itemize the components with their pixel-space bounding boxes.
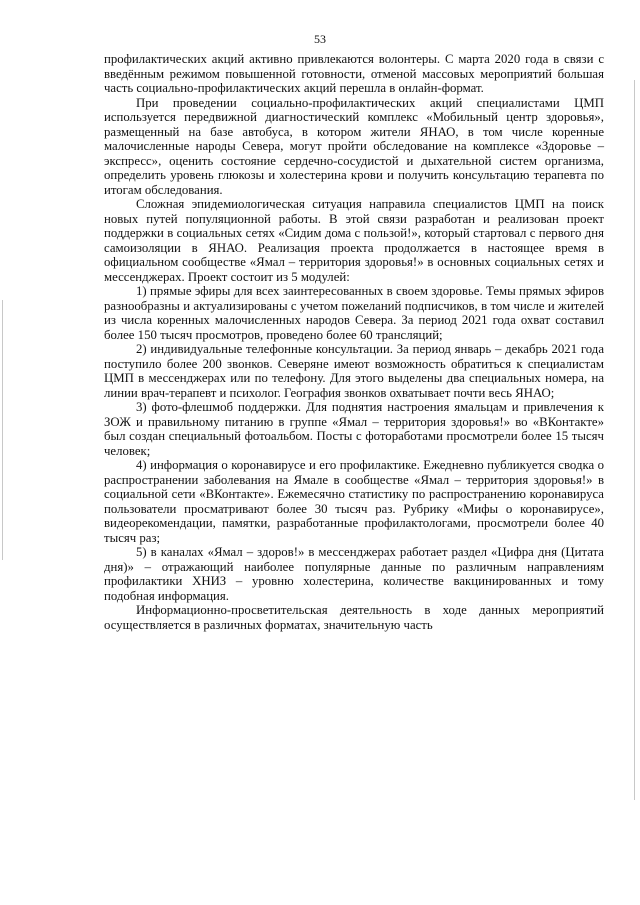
document-body xyxy=(104,52,604,632)
scan-edge-right xyxy=(634,80,635,800)
scan-edge-left xyxy=(2,300,3,560)
list-item-photo-flashmob: 3) фото-флешмоб поддержки. Для поднятия настроения ямальцам и привлечения к ЗОЖ и правильному питанию в группе «Ямал – территория здоровья!» во «ВКонтакте» был создан специальный фотоальбом. Посты с фотоработами просмотрели более 15 тысяч человек; xyxy=(104,400,604,458)
list-item-figure-of-the-day: 5) в каналах «Ямал – здоров!» в мессенджерах работает раздел «Цифра дня (Цитата дня)» – отражающий наиболее популярные данные по различным направлениям профилактики ХНИЗ – уровню холестерина, количестве вакцинированных и тому подобная информация. xyxy=(104,545,604,603)
page-number: 53 xyxy=(314,32,326,46)
paragraph-social-network-project: Сложная эпидемиологическая ситуация направила специалистов ЦМП на поиск новых путей популяционной работы. В этой связи разработан и реализован проект поддержки в социальных сетях «Сидим дома с пользой!», который стартовал с первого дня самоизоляции в ЯНАО. Реализация проекта продолжается в настоящее время в официальном сообществе «Ямал – территория здоровья!» в основных социальных сетях и мессенджерах. Проект состоит из 5 модулей: xyxy=(104,197,604,284)
paragraph-mobile-health-center: При проведении социально-профилактических акций специалистами ЦМП используется передвижной диагностический комплекс «Мобильный центр здоровья», размещенный на базе автобуса, в котором жители ЯНАО, в том числе коренные малочисленные народы Севера, могут пройти обследование на комплексе «Здоровье – экспресс», оценить состояние сердечно-сосудистой и дыхательной систем организма, определить уровень глюкозы и холестерина крови и получить консультацию терапевта по итогам обследования. xyxy=(104,95,604,197)
paragraph-volunteers: профилактических акций активно привлекаются волонтеры. С марта 2020 года в связи с введённым режимом повышенной готовности, отменой массовых мероприятий большая часть социально-профилактических акций перешла в онлайн-формат. xyxy=(104,52,604,95)
list-item-live-streams: 1) прямые эфиры для всех заинтересованных в своем здоровье. Темы прямых эфиров разнообразны и актуализированы с учетом пожеланий подписчиков, в том числе и жителей из числа коренных малочисленных народов Севера. За период 2021 года охват составил более 150 тысяч просмотров, проведено более 60 трансляций; xyxy=(104,284,604,342)
paragraph-information-activities: Информационно-просветительская деятельность в ходе данных мероприятий осуществляется в различных форматах, значительную часть xyxy=(104,603,604,632)
list-item-phone-consultations: 2) индивидуальные телефонные консультации. За период январь – декабрь 2021 года поступило более 200 звонков. Северяне имеют возможность обратиться к специалистам ЦМП в мессенджерах или по телефону. Для этого выделены два специальных номера, на линии врач-терапевт и психолог. География звонков охватывает почти весь ЯНАО; xyxy=(104,342,604,400)
list-item-coronavirus-info: 4) информация о коронавирусе и его профилактике. Ежедневно публикуется сводка о распространении заболевания на Ямале в сообществе «Ямал – территория здоровья!» в социальной сети «ВКонтакте». Ежемесячно статистику по распространению коронавируса пользователи просматривают более 30 тысяч раз. Рубрику «Мифы о коронавирусе», видеорекомендации, памятки, разработанные профилактологами, просмотрели более 40 тысяч раз; xyxy=(104,458,604,545)
